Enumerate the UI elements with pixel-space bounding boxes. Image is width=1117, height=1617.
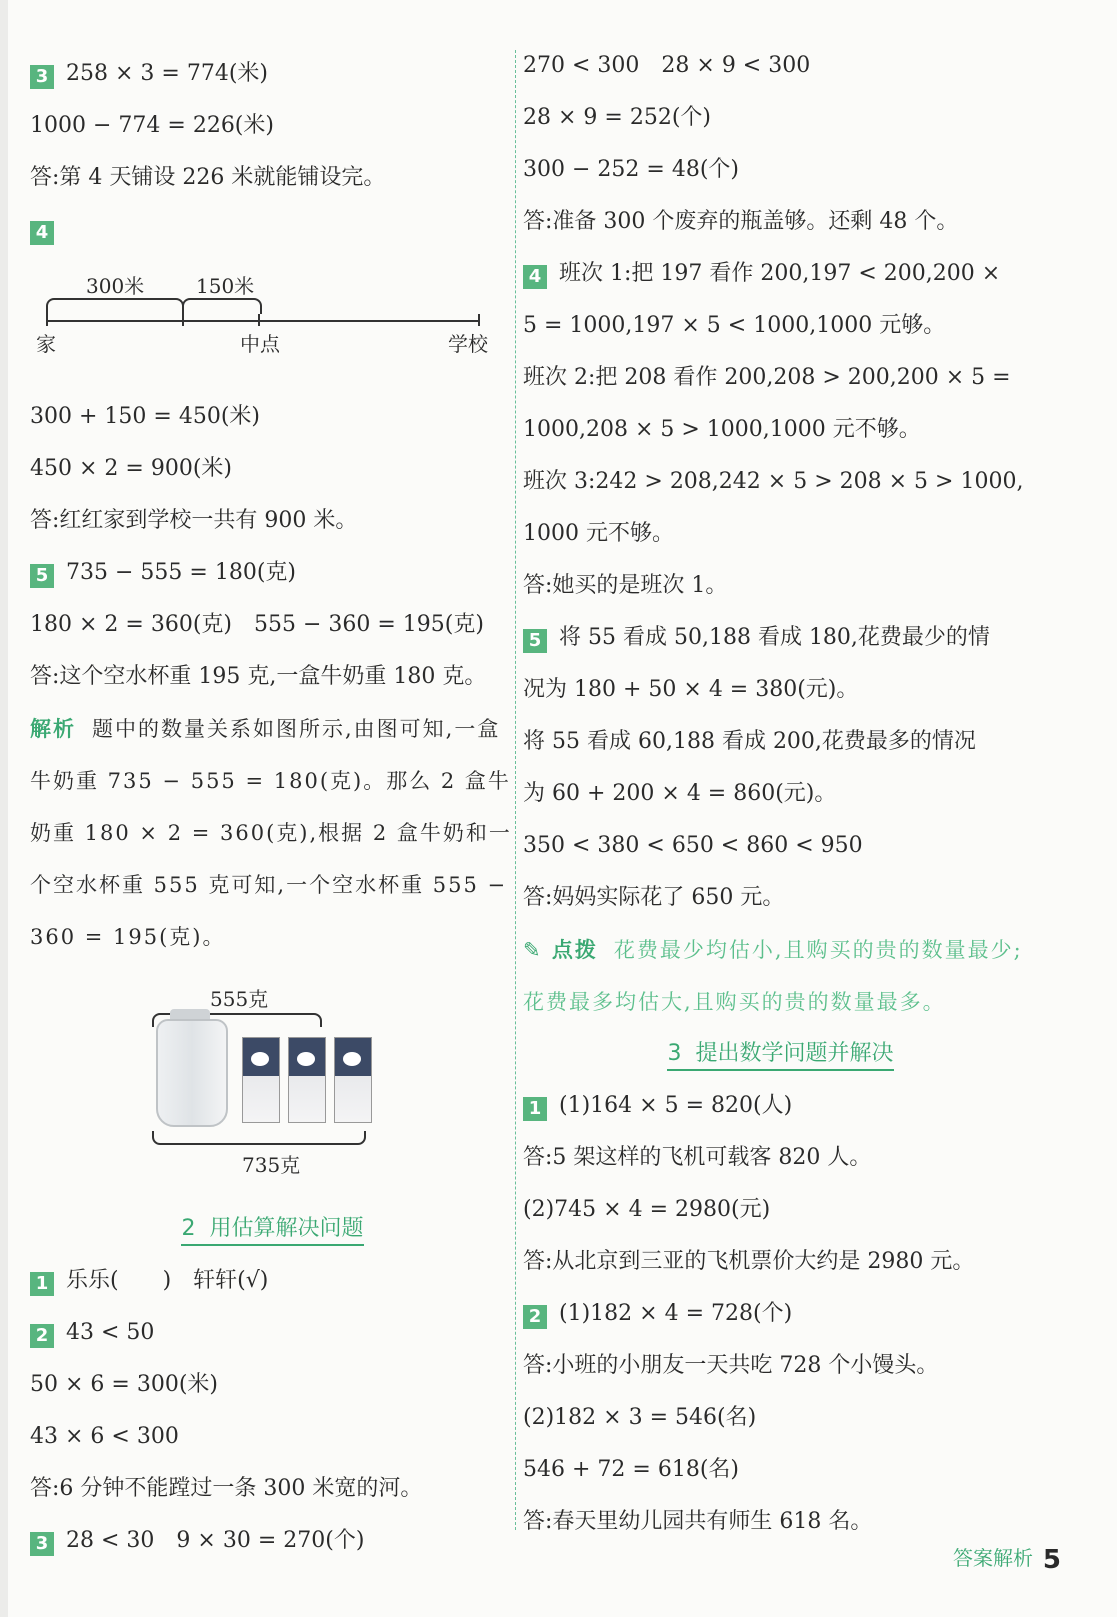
answer-line: 270 < 300 28 × 9 < 300 [523, 53, 811, 78]
tick-midpoint [258, 314, 260, 326]
segment-diagram [30, 256, 515, 391]
answer-line: 1000 − 774 = 226(米) [30, 113, 274, 138]
answer-line: 答:春天里幼儿园共有师生 618 名。 [523, 1509, 873, 1534]
answer-line: 班次 2:把 208 看作 200,208 > 200,200 × 5 = [523, 365, 1011, 390]
answer-line: 1000 元不够。 [523, 521, 674, 546]
problem-number-badge: 2 [30, 1324, 54, 1348]
section-heading: 2 用估算解决问题 [30, 1203, 515, 1255]
analysis-paragraph: 解析 题中的数量关系如图所示,由图可知,一盒牛奶重 735 − 555 = 180(克)。那么 2 盒牛奶重 180 × 2 = 360(克),根据 2 盒牛奶和一个空水杯重 555 克可知,一个空水杯重 555 − 360 = 195(克)。 [30, 717, 512, 949]
answer-line: 2 (1)182 × 4 = 728(个) [523, 1288, 1038, 1340]
weight-illustration [30, 963, 515, 1203]
column-divider [515, 50, 516, 1530]
footer-label: 答案解析 [953, 1546, 1033, 1570]
answer-line: 5 将 55 看成 50,188 看成 180,花费最少的情 [523, 612, 1038, 664]
brace-150 [182, 298, 262, 314]
problem-number-badge: 3 [30, 65, 54, 89]
answer-line: (2)182 × 3 = 546(名) [523, 1405, 757, 1430]
answer-line: 50 × 6 = 300(米) [30, 1372, 218, 1397]
answer-line: 450 × 2 = 900(米) [30, 456, 232, 481]
answer-line: 答:她买的是班次 1。 [523, 573, 728, 598]
answer-line: 350 < 380 < 650 < 860 < 950 [523, 833, 863, 858]
label-school: 学校 [448, 332, 488, 356]
milk-carton-image [288, 1037, 326, 1123]
tick-school [478, 314, 480, 326]
weight-label-top: 555克 [210, 987, 269, 1011]
answer-line: 班次 3:242 > 208,242 × 5 > 208 × 5 > 1000, [523, 469, 1024, 494]
answer-line: 答:5 架这样的飞机可载客 820 人。 [523, 1145, 872, 1170]
answer-line: 3 28 < 30 9 × 30 = 270(个) [30, 1515, 515, 1567]
answer-line: 180 × 2 = 360(克) 555 − 360 = 195(克) [30, 612, 484, 637]
answer-line: 答:第 4 天铺设 226 米就能铺设完。 [30, 165, 386, 190]
answer-line: 1000,208 × 5 > 1000,1000 元不够。 [523, 417, 921, 442]
answer-line: 况为 180 + 50 × 4 = 380(元)。 [523, 677, 859, 702]
answer-line: 答:6 分钟不能蹚过一条 300 米宽的河。 [30, 1476, 423, 1501]
answer-line: 将 55 看成 60,188 看成 200,花费最多的情况 [523, 729, 976, 754]
answer-line: 3 258 × 3 = 774(米) [30, 48, 515, 100]
answer-line: 答:准备 300 个废弃的瓶盖够。还剩 48 个。 [523, 209, 959, 234]
segment-label-300: 300米 [86, 274, 145, 298]
problem-number-badge: 1 [523, 1097, 547, 1121]
page-number: 5 [1042, 1545, 1061, 1575]
answer-line: 1 乐乐( ) 轩轩(√) [30, 1255, 515, 1307]
right-column [523, 40, 1038, 1548]
milk-carton-image [242, 1037, 280, 1123]
section-heading: 3 提出数学问题并解决 [523, 1028, 1038, 1080]
answer-line: 答:小班的小朋友一天共吃 728 个小馒头。 [523, 1353, 939, 1378]
label-home: 家 [36, 332, 56, 356]
milk-carton-image [334, 1037, 372, 1123]
answer-line: 5 = 1000,197 × 5 < 1000,1000 元够。 [523, 313, 946, 338]
brace-300 [46, 298, 184, 314]
problem-number-badge: 2 [523, 1305, 547, 1329]
answer-line: 300 + 150 = 450(米) [30, 404, 260, 429]
answer-line: 答:妈妈实际花了 650 元。 [523, 885, 785, 910]
problem-number-badge: 5 [523, 629, 547, 653]
page-edge [0, 0, 8, 1617]
tip-paragraph: ✎ 点拨 花费最少均估小,且购买的贵的数量最少;花费最多均估大,且购买的贵的数量最多。 [523, 938, 1023, 1014]
tip-label: ✎ 点拨 [523, 938, 598, 962]
answer-line: 28 × 9 = 252(个) [523, 105, 711, 130]
answer-line [30, 204, 515, 256]
answer-line: 答:从北京到三亚的飞机票价大约是 2980 元。 [523, 1249, 975, 1274]
weight-label-bottom: 735克 [242, 1153, 301, 1177]
brace-bottom [152, 1131, 366, 1145]
problem-number-badge: 1 [30, 1272, 54, 1296]
label-midpoint: 中点 [240, 332, 280, 356]
problem-number-badge: 4 [30, 221, 54, 245]
problem-number-badge: 5 [30, 564, 54, 588]
answer-line: 4 班次 1:把 197 看作 200,197 < 200,200 × [523, 248, 1038, 300]
segment-baseline [46, 320, 480, 322]
tick-a [182, 314, 184, 326]
problem-number-badge: 3 [30, 1532, 54, 1556]
answer-line: 为 60 + 200 × 4 = 860(元)。 [523, 781, 837, 806]
answer-line: 1 (1)164 × 5 = 820(人) [523, 1080, 1038, 1132]
answer-line: 5 735 − 555 = 180(克) [30, 547, 515, 599]
answer-line: (2)745 × 4 = 2980(元) [523, 1197, 771, 1222]
answer-line: 2 43 < 50 [30, 1307, 515, 1359]
tick-home [46, 314, 48, 326]
answer-line: 300 − 252 = 48(个) [523, 157, 739, 182]
answer-line: 答:红红家到学校一共有 900 米。 [30, 508, 358, 533]
segment-label-150: 150米 [196, 274, 255, 298]
problem-number-badge: 4 [523, 265, 547, 289]
water-cup-image [156, 1019, 228, 1127]
left-column [30, 48, 515, 1567]
answer-line: 43 × 6 < 300 [30, 1424, 179, 1449]
answer-line: 答:这个空水杯重 195 克,一盒牛奶重 180 克。 [30, 664, 487, 689]
answer-line: 546 + 72 = 618(名) [523, 1457, 739, 1482]
analysis-label: 解析 [30, 717, 76, 741]
pen-icon: ✎ [523, 938, 543, 962]
